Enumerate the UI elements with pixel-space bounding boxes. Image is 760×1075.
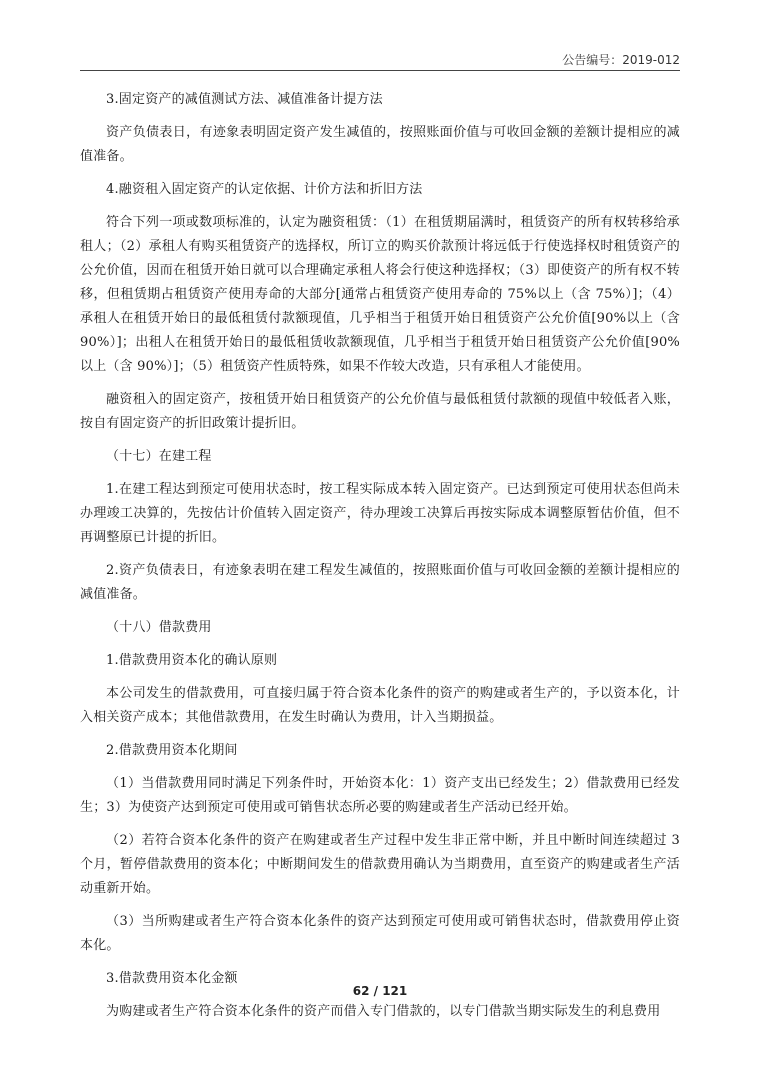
paragraph: 资产负债表日，有迹象表明固定资产发生减值的，按照账面价值与可收回金额的差额计提相应的减值准备。 bbox=[80, 125, 680, 164]
paragraph: 为购建或者生产符合资本化条件的资产而借入专门借款的，以专门借款当期实际发生的利息费用 bbox=[106, 1004, 661, 1019]
section-heading: 3.固定资产的减值测试方法、减值准备计提方法 bbox=[106, 92, 383, 107]
paragraph: 符合下列一项或数项标准的，认定为融资租赁：（1）在租赁期届满时，租赁资产的所有权转移给承租人；（2）承租人有购买租赁资产的选择权，所订立的购买价款预计将远低于行使选择权时租赁资产的公允价值，因而在租赁开始日就可以合理确定承租人将会行使这种选择权；（3）即使资产的所有权不转移，但租赁期占租赁资产使用寿命的大部分[通常占租赁资产使用寿命的 75%以上（含 75%）]；（4）承租人在租赁开始日的最低租赁付款额现值，几乎相当于租赁开始日租赁资产公允价值[90%以上（含 90%）]；出租人在租赁开始日的最低租赁收款额现值，几乎相当于租赁开始日租赁资产公允价值[90%以上（含 90%）]；（5）租赁资产性质特殊，如果不作较大改造，只有承租人才能使用。 bbox=[80, 215, 681, 374]
paragraph: （2）若符合资本化条件的资产在购建或者生产过程中发生非正常中断，并且中断时间连续超过 3 个月，暂停借款费用的资本化；中断期间发生的借款费用确认为当期费用，直至资产的购建或者生产活动重新开始。 bbox=[80, 833, 680, 896]
document-body bbox=[80, 88, 680, 1033]
paragraph: 本公司发生的借款费用，可直接归属于符合资本化条件的资产的购建或者生产的，予以资本化，计入相关资产成本；其他借款费用，在发生时确认为费用，计入当期损益。 bbox=[80, 686, 680, 725]
page-number: 62 / 121 bbox=[352, 984, 408, 998]
paragraph: 融资租入的固定资产，按租赁开始日租赁资产的公允价值与最低租赁付款额的现值中较低者入账，按自有固定资产的折旧政策计提折旧。 bbox=[80, 392, 680, 431]
paragraph: （3）当所购建或者生产符合资本化条件的资产达到预定可使用或可销售状态时，借款费用停止资本化。 bbox=[80, 914, 680, 953]
section-heading: 4.融资租入固定资产的认定依据、计价方法和折旧方法 bbox=[106, 182, 423, 197]
section-heading: 2.借款费用资本化期间 bbox=[106, 743, 238, 758]
header-divider bbox=[80, 70, 680, 71]
section-heading: 3.借款费用资本化金额 bbox=[106, 971, 238, 986]
paragraph: 1.在建工程达到预定可使用状态时，按工程实际成本转入固定资产。已达到预定可使用状态但尚未办理竣工决算的，先按估计价值转入固定资产，待办理竣工决算后再按实际成本调整原暂估价值，但不再调整原已计提的折旧。 bbox=[80, 482, 680, 545]
paragraph: 2.资产负债表日，有迹象表明在建工程发生减值的，按照账面价值与可收回金额的差额计提相应的减值准备。 bbox=[80, 563, 680, 602]
section-heading: 1.借款费用资本化的确认原则 bbox=[106, 653, 278, 668]
paragraph: （1）当借款费用同时满足下列条件时，开始资本化：1）资产支出已经发生；2）借款费用已经发生；3）为使资产达到预定可使用或可销售状态所必要的购建或者生产活动已经开始。 bbox=[80, 776, 680, 815]
section-heading: （十八）借款费用 bbox=[106, 620, 212, 635]
announcement-number: 公告编号：2019-012 bbox=[562, 53, 680, 67]
section-heading: （十七）在建工程 bbox=[106, 449, 212, 464]
